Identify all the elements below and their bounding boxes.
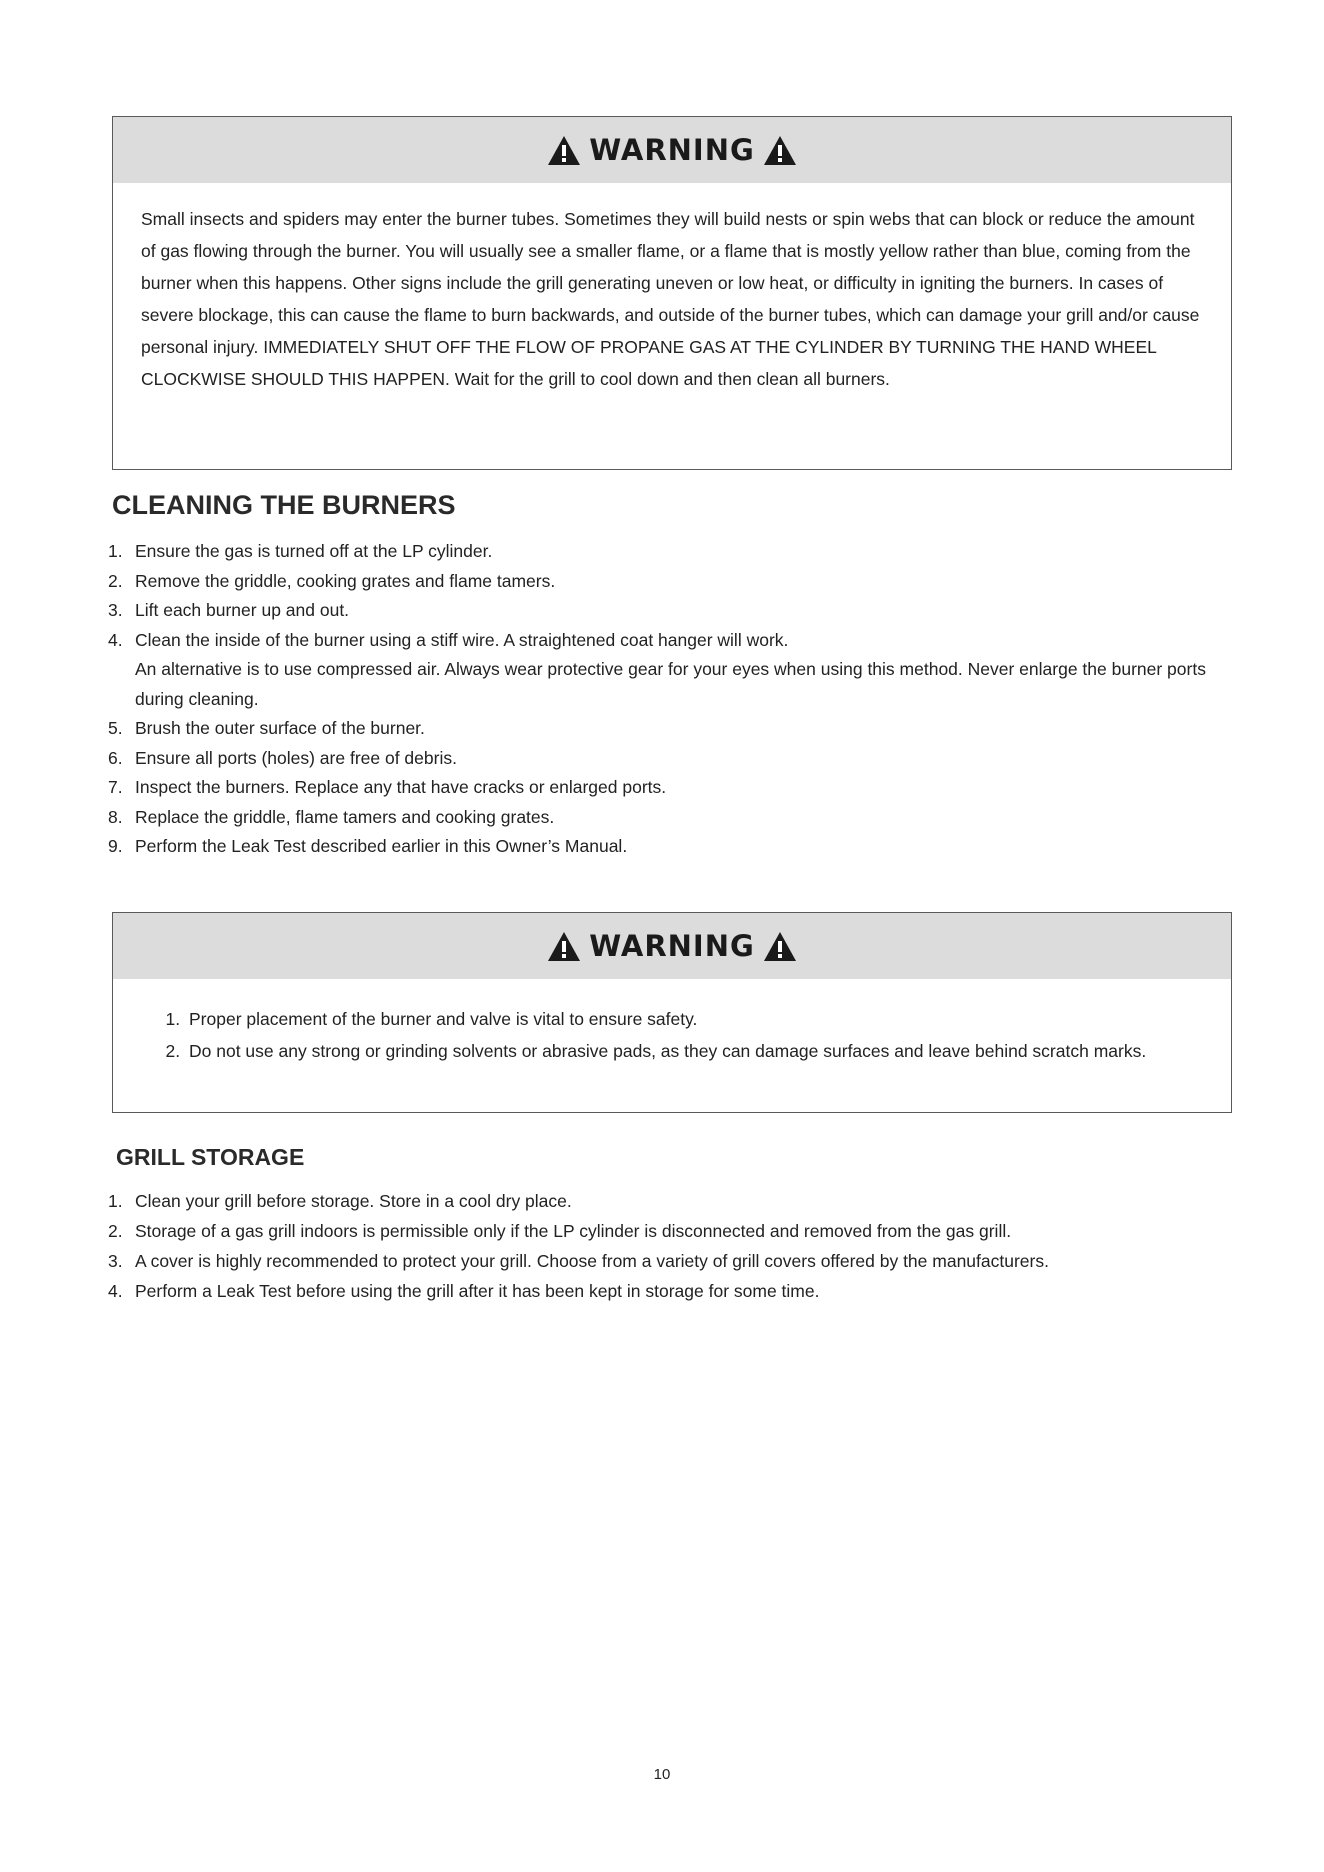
warning-body bbox=[113, 183, 1231, 395]
warning-body bbox=[113, 979, 1231, 1067]
step-text: Brush the outer surface of the burner. bbox=[135, 718, 425, 738]
step-number: 1. bbox=[108, 541, 123, 561]
step-number: 9. bbox=[108, 836, 123, 856]
step-text: Storage of a gas grill indoors is permissible only if the LP cylinder is disconnected and removed from the gas grill. bbox=[135, 1221, 1012, 1241]
warning-text: Small insects and spiders may enter the burner tubes. Sometimes they will build nests or spin webs that can block or reduce the amount of gas flowing through the burner. You will usually see a smaller flame, or a flame that is mostly yellow rather than blue, coming from the burner when this happens. Other signs include the grill generating uneven or low heat, or difficulty in igniting the burners. In cases of severe blockage, this can cause the flame to burn backwards, and outside of the burner tubes, which can damage your grill and/or cause personal injury. IMMEDIATELY SHUT OFF THE FLOW OF PROPANE GAS AT THE CYLINDER BY TURNING THE HAND WHEEL CLOCKWISE SHOULD THIS HAPPEN. Wait for the grill to cool down and then clean all burners. bbox=[141, 209, 1200, 389]
warning-box-placement bbox=[112, 912, 1232, 1113]
step-number: 5. bbox=[108, 718, 123, 738]
step-number: 4. bbox=[108, 629, 123, 650]
list-item bbox=[108, 1216, 1248, 1246]
step-number: 2. bbox=[108, 570, 123, 591]
list-item bbox=[108, 537, 1248, 567]
step-number: 6. bbox=[108, 747, 123, 768]
list-item bbox=[108, 596, 1248, 626]
step-number: 3. bbox=[108, 600, 123, 620]
warning-triangle-icon bbox=[547, 135, 581, 166]
warning-header bbox=[113, 117, 1231, 183]
list-item: 2. Do not use any strong or grinding solvents or abrasive pads, as they can damage surfaces and leave behind scratch marks. bbox=[185, 1035, 1203, 1067]
warning-triangle-icon bbox=[763, 135, 797, 166]
list-item bbox=[108, 1186, 1248, 1216]
storage-steps-list bbox=[108, 1186, 1248, 1306]
list-item bbox=[108, 744, 1248, 774]
step-text: Perform a Leak Test before using the grill after it has been kept in storage for some time. bbox=[135, 1281, 820, 1301]
step-text: Ensure the gas is turned off at the LP cylinder. bbox=[135, 541, 493, 561]
step-number: 1. bbox=[108, 1191, 123, 1211]
list-item bbox=[108, 1246, 1248, 1276]
step-text: Perform the Leak Test described earlier in this Owner’s Manual. bbox=[135, 836, 628, 856]
warning-list bbox=[163, 1003, 1203, 1067]
warning-title: WARNING bbox=[589, 929, 755, 963]
section-title-storage: GRILL STORAGE bbox=[116, 1144, 305, 1170]
warning-box-insects bbox=[112, 116, 1232, 470]
step-number: 7. bbox=[108, 777, 123, 797]
warning-header bbox=[113, 913, 1231, 979]
step-text: Clean your grill before storage. Store in a cool dry place. bbox=[135, 1191, 572, 1211]
list-item bbox=[108, 714, 1248, 744]
list-item bbox=[108, 832, 1248, 862]
list-item bbox=[108, 567, 1248, 597]
step-number: 8. bbox=[108, 806, 123, 827]
cleaning-steps-list bbox=[108, 537, 1248, 862]
step-text: Clean the inside of the burner using a stiff wire. A straightened coat hanger will work. bbox=[135, 629, 789, 650]
list-item: 1. Proper placement of the burner and valve is vital to ensure safety. bbox=[185, 1003, 1203, 1035]
step-number: 2. bbox=[108, 1221, 123, 1241]
list-item bbox=[108, 803, 1248, 833]
warning-triangle-icon bbox=[763, 931, 797, 962]
section-title-cleaning: CLEANING THE BURNERS bbox=[112, 490, 456, 520]
step-number: 3. bbox=[108, 1251, 123, 1271]
step-text: A cover is highly recommended to protect your grill. Choose from a variety of grill covers offered by the manufacturers. bbox=[135, 1251, 1049, 1271]
list-item bbox=[108, 1276, 1248, 1306]
warning-triangle-icon bbox=[547, 931, 581, 962]
step-text: Remove the griddle, cooking grates and flame tamers. bbox=[135, 570, 556, 591]
step-number: 4. bbox=[108, 1281, 123, 1301]
warning-title: WARNING bbox=[589, 133, 755, 167]
step-text: Inspect the burners. Replace any that have cracks or enlarged ports. bbox=[135, 777, 667, 797]
step-extra-text: An alternative is to use compressed air. Always wear protective gear for your eyes when using this method. Never enlarge the burner ports during cleaning. bbox=[135, 659, 1206, 709]
step-text: Ensure all ports (holes) are free of debris. bbox=[135, 747, 457, 768]
page-number: 10 bbox=[653, 1766, 671, 1783]
step-text: Replace the griddle, flame tamers and cooking grates. bbox=[135, 806, 555, 827]
list-item bbox=[108, 773, 1248, 803]
step-text: Lift each burner up and out. bbox=[135, 600, 350, 620]
list-item bbox=[108, 626, 1248, 715]
